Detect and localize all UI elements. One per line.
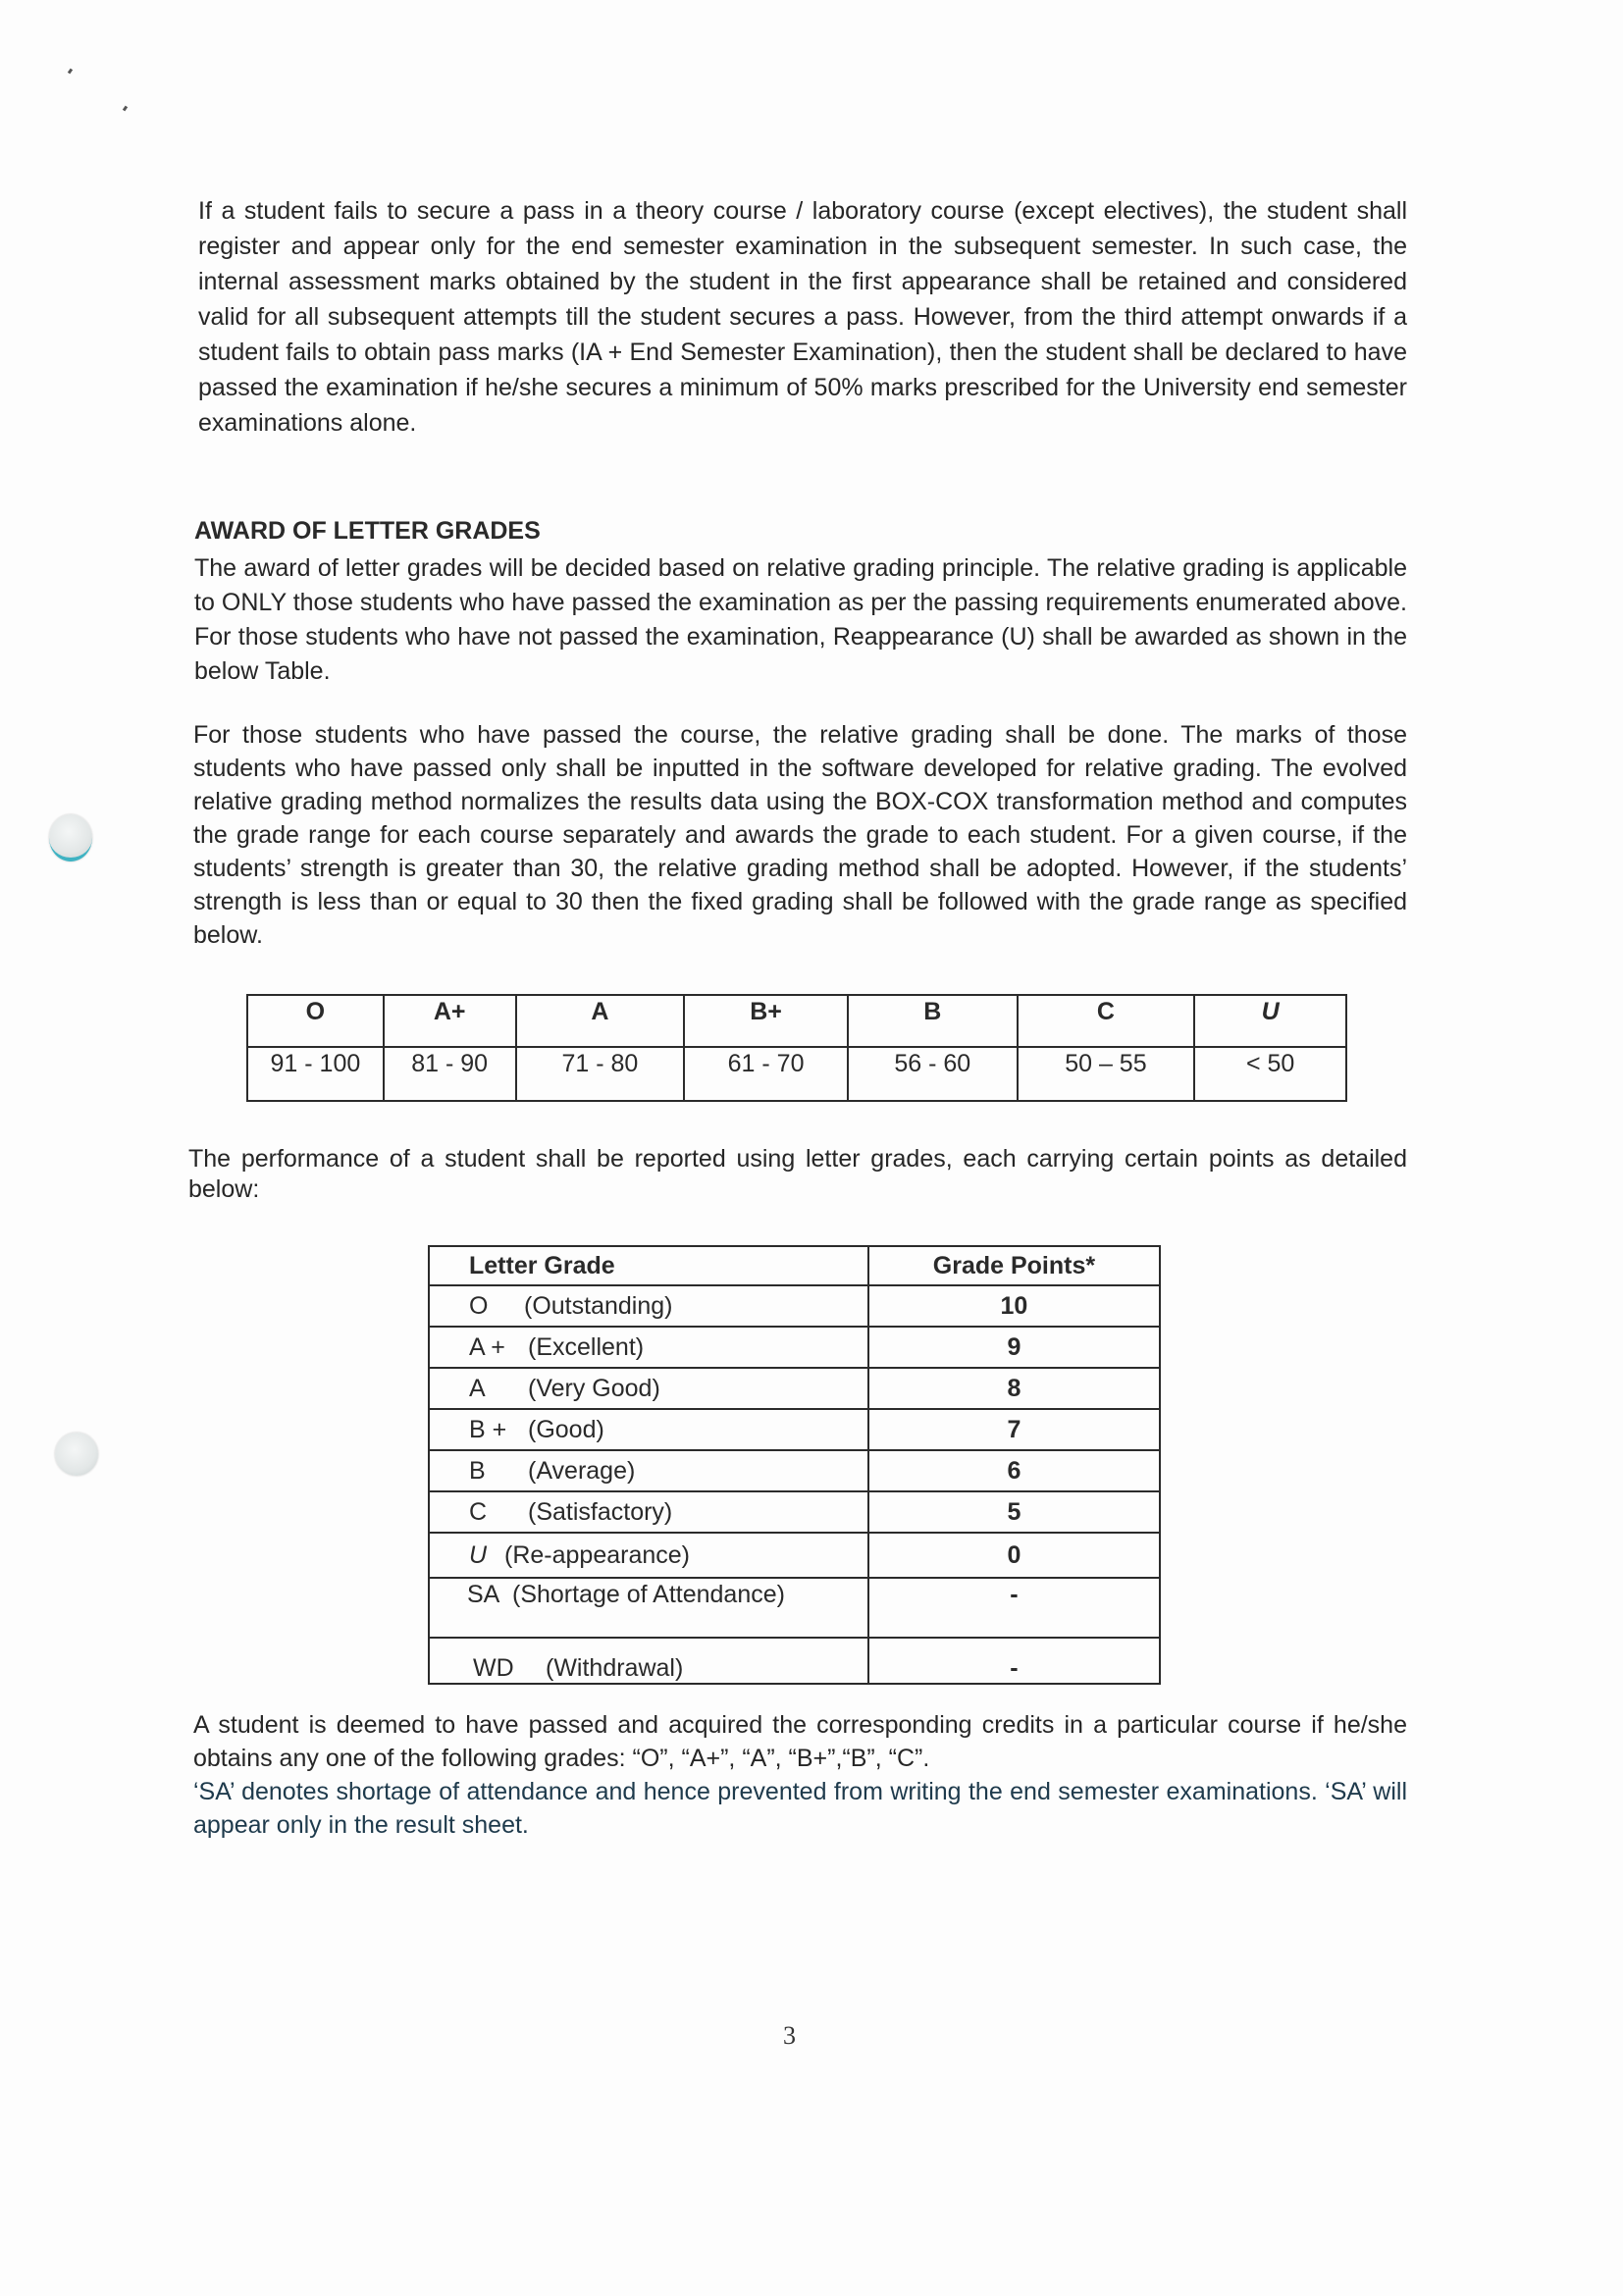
table-row: [429, 1327, 1160, 1368]
range-cell: 81 - 90: [384, 1047, 516, 1101]
table-row: [429, 1491, 1160, 1533]
grade-range-table: [246, 994, 1347, 1102]
range-cell: < 50: [1194, 1047, 1346, 1101]
grade-points-cell: -: [868, 1638, 1160, 1684]
scan-speck: [68, 69, 73, 75]
grade-description: (Average): [528, 1456, 636, 1485]
grade-points-cell: 6: [868, 1450, 1160, 1491]
grade-points-cell: 5: [868, 1491, 1160, 1533]
grade-points-cell: -: [868, 1578, 1160, 1638]
grade-cell: U: [1194, 995, 1346, 1047]
grade-description: (Satisfactory): [528, 1497, 673, 1526]
paragraph-reappearance-rules: If a student fails to secure a pass in a theory course / laboratory course (except electives), the student shall register and appear only for the end semester examination in the subsequent semester. In such case, the internal assessment marks obtained by the student in the first appearance shall be retained and considered valid for all subsequent attempts till the student secures a pass. However, from the third attempt onwards if a student fails to obtain pass marks (IA + End Semester Examination), then the student shall be declared to have passed the examination if he/she secures a minimum of 50% marks prescribed for the University end semester examinations alone.: [198, 197, 1407, 437]
grade-points-cell: 8: [868, 1368, 1160, 1409]
letter-grade-cell: [429, 1409, 868, 1450]
grade-letter: A: [469, 1374, 486, 1402]
punch-hole-icon: [55, 1433, 98, 1476]
grade-letter: U: [469, 1540, 488, 1569]
letter-grade-cell: [429, 1285, 868, 1327]
grade-cell: B: [848, 995, 1018, 1047]
grade-points-cell: 0: [868, 1533, 1160, 1578]
grade-range-values-row: [247, 1047, 1346, 1101]
grade-letter: C: [469, 1497, 488, 1526]
letter-grade-cell: [429, 1533, 868, 1578]
letter-grade-cell: [429, 1327, 868, 1368]
grade-description: (Excellent): [528, 1332, 645, 1361]
table-row: [429, 1368, 1160, 1409]
header-grade-points: Grade Points*: [868, 1246, 1160, 1285]
table-row: [429, 1533, 1160, 1578]
range-cell: 61 - 70: [684, 1047, 848, 1101]
paragraph-passing-grades: [193, 1708, 1407, 1842]
grade-cell: B+: [684, 995, 848, 1047]
table-row: [429, 1450, 1160, 1491]
grade-points-header-row: [429, 1246, 1160, 1285]
table-row: [429, 1409, 1160, 1450]
section-heading: AWARD OF LETTER GRADES: [194, 517, 541, 545]
scan-speck: [123, 106, 128, 112]
grade-points-cell: 10: [868, 1285, 1160, 1327]
grade-description: (Very Good): [528, 1374, 660, 1402]
grade-description: (Outstanding): [524, 1291, 673, 1320]
letter-grade-cell: [429, 1491, 868, 1533]
sa-note-text: ‘SA’ denotes shortage of attendance and hence prevented from writing the end semester examinations. ‘SA’ will appear only in the result sheet.: [193, 1778, 1407, 1839]
grade-cell: A: [516, 995, 685, 1047]
table-row: [429, 1285, 1160, 1327]
grade-cell: A+: [384, 995, 516, 1047]
grade-letter: B +: [469, 1415, 507, 1443]
grade-description: (Shortage of Attendance): [512, 1581, 785, 1608]
paragraph-performance: The performance of a student shall be reported using letter grades, each carrying certain points as detailed below:: [188, 1145, 1407, 1203]
table-row: [429, 1578, 1160, 1638]
grade-cell: O: [247, 995, 384, 1047]
letter-grade-cell: [429, 1638, 868, 1684]
range-cell: 91 - 100: [247, 1047, 384, 1101]
letter-grade-cell: [429, 1450, 868, 1491]
paragraph-relative-grading: For those students who have passed the course, the relative grading shall be done. The marks of those students who have passed only shall be inputted in the software developed for relative grading. The evolved relative grading method normalizes the results data using the BOX-COX transformation method and computes the grade range for each course separately and awards the grade to each student. For a given course, if the students’ strength is greater than 30, the relative grading method shall be adopted. However, if the students’ strength is less than or equal to 30 then the fixed grading shall be followed with the grade range as specified below.: [193, 721, 1407, 949]
grade-description: (Withdrawal): [546, 1654, 684, 1682]
grade-description: (Re-appearance): [504, 1540, 690, 1569]
grade-points-cell: 9: [868, 1327, 1160, 1368]
grade-cell: C: [1018, 995, 1195, 1047]
grade-letter: O: [469, 1291, 489, 1320]
punch-hole-icon: [49, 814, 92, 861]
grade-points-cell: 7: [868, 1409, 1160, 1450]
passing-grades-text: A student is deemed to have passed and acquired the corresponding credits in a particular course if he/she obtains any one of the following grades: “O”, “A+”, “A”, “B+”,“B”, “C”.: [193, 1711, 1407, 1772]
range-cell: 71 - 80: [516, 1047, 685, 1101]
grade-letter: WD: [473, 1654, 514, 1682]
paragraph-award-of-grades: The award of letter grades will be decided based on relative grading principle. The relative grading is applicable to ONLY those students who have passed the examination as per the passing requirements enumerated above. For those students who have not passed the examination, Reappearance (U) shall be awarded as shown in the below Table.: [194, 554, 1407, 685]
table-row: [429, 1638, 1160, 1684]
page-number: 3: [783, 2021, 796, 2050]
range-cell: 50 – 55: [1018, 1047, 1195, 1101]
letter-grade-cell: [429, 1368, 868, 1409]
grade-range-header-row: [247, 995, 1346, 1047]
letter-grade-cell: [429, 1578, 868, 1638]
grade-letter: SA: [467, 1581, 500, 1608]
grade-points-table: [428, 1245, 1161, 1685]
grade-letter: A +: [469, 1332, 505, 1361]
range-cell: 56 - 60: [848, 1047, 1018, 1101]
grade-description: (Good): [528, 1415, 604, 1443]
header-letter-grade: Letter Grade: [429, 1246, 868, 1285]
grade-letter: B: [469, 1456, 486, 1485]
